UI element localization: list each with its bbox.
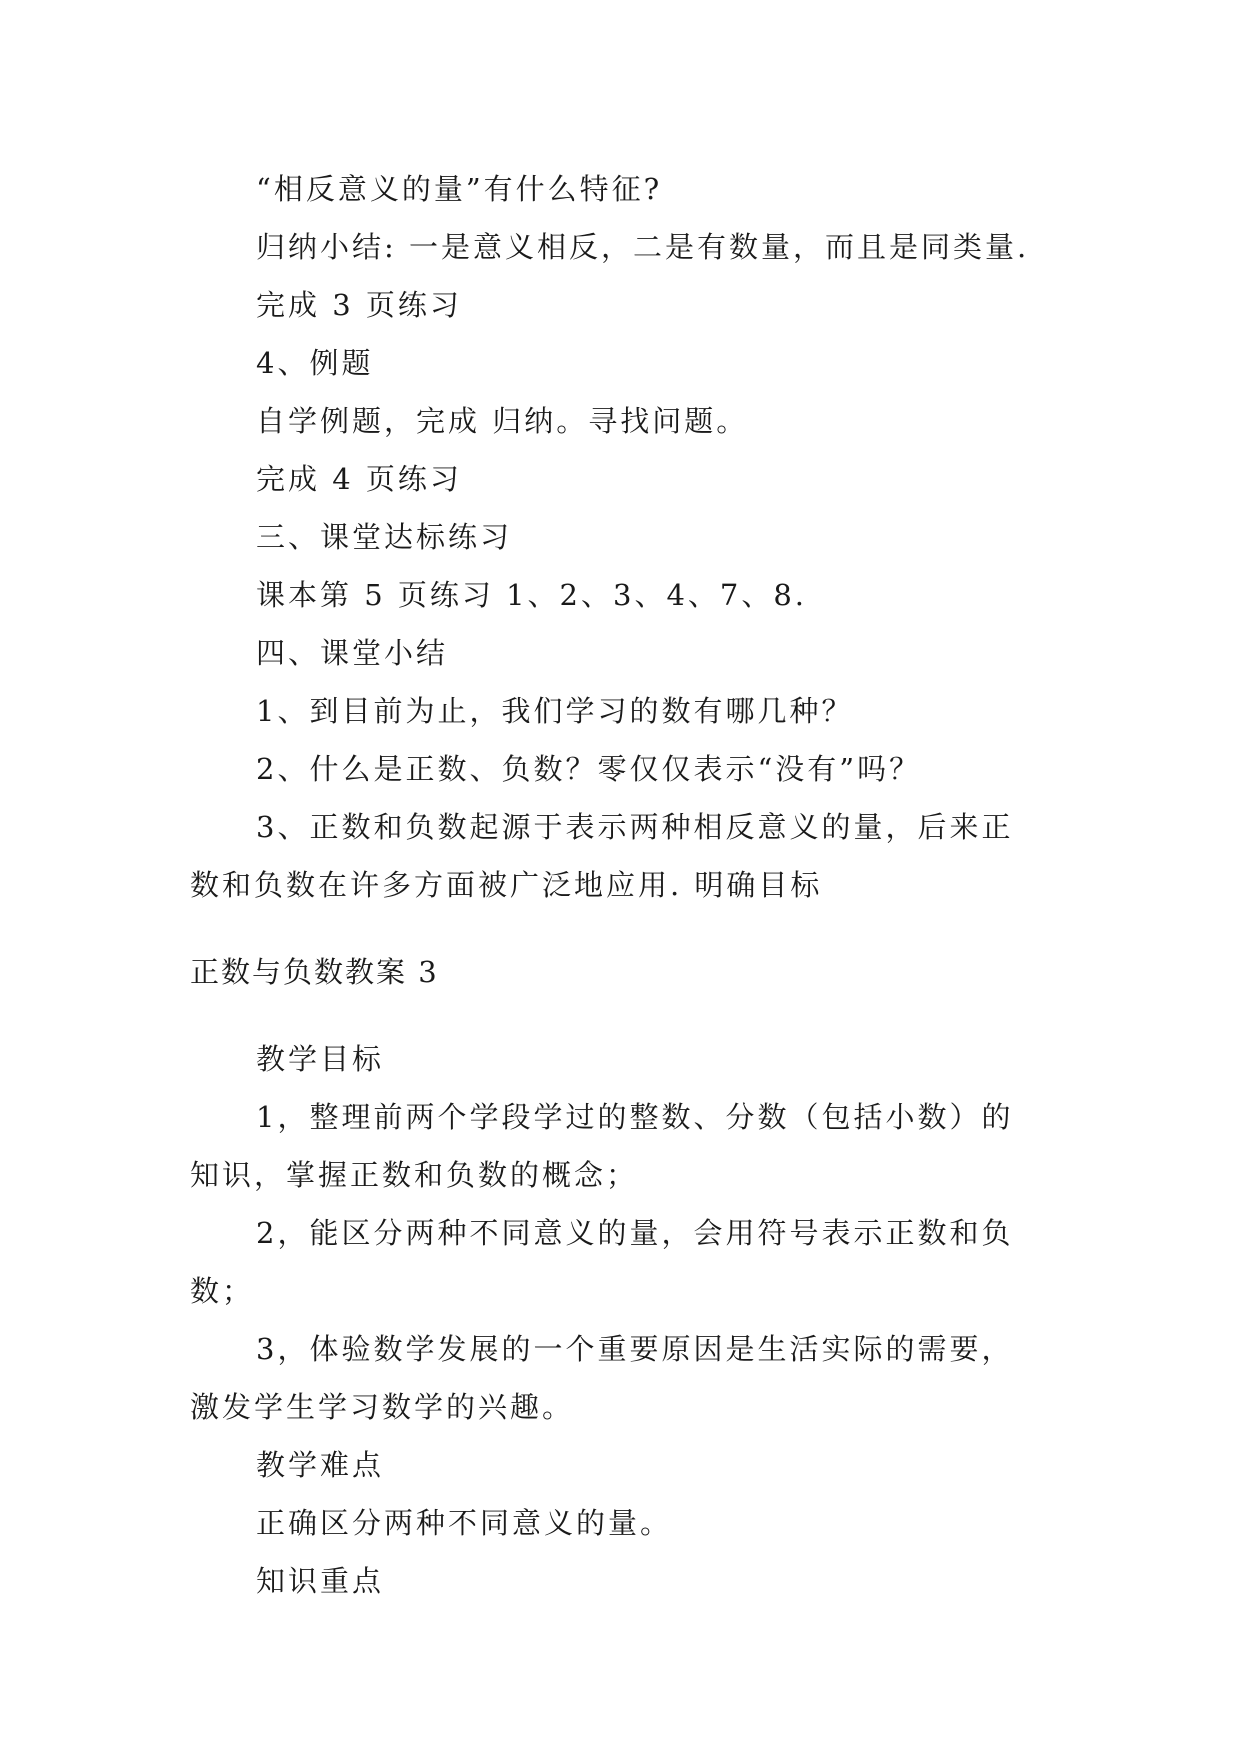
paragraph-question-feature: “相反意义的量”有什么特征? <box>256 172 663 206</box>
objective-3-line1: 3，体验数学发展的一个重要原因是生活实际的需要， <box>256 1332 1014 1366</box>
objective-1-line2: 知识，掌握正数和负数的概念； <box>190 1158 639 1192</box>
section-heading-objectives: 教学目标 <box>256 1042 385 1076</box>
objective-2-line2: 数； <box>190 1274 255 1308</box>
objective-2-line1: 2，能区分两种不同意义的量，会用符号表示正数和负 <box>256 1216 1014 1250</box>
paragraph-textbook-exercises: 课本第 5 页练习 1、2、3、4、7、8. <box>256 578 808 612</box>
paragraph-summary: 归纳小结: 一是意义相反，二是有数量，而且是同类量. <box>256 230 1030 264</box>
document-body <box>190 160 1070 1610</box>
summary-item-3-line1: 3、正数和负数起源于表示两种相反意义的量，后来正 <box>256 810 1014 844</box>
paragraph-difficulty: 正确区分两种不同意义的量。 <box>256 1506 673 1540</box>
section-heading-key-points: 知识重点 <box>256 1564 385 1598</box>
paragraph-self-study: 自学例题，完成 归纳。寻找问题。 <box>256 404 749 438</box>
summary-item-2: 2、什么是正数、负数？零仅仅表示“没有”吗？ <box>256 752 922 786</box>
objective-1-line1: 1，整理前两个学段学过的整数、分数（包括小数）的 <box>256 1100 1014 1134</box>
summary-item-1: 1、到目前为止，我们学习的数有哪几种？ <box>256 694 854 728</box>
paragraph-exercise-page4: 完成 4 页练习 <box>256 462 462 496</box>
paragraph-example-heading: 4、例题 <box>256 346 374 380</box>
section-heading-practice: 三、课堂达标练习 <box>256 520 513 554</box>
section-heading-summary: 四、课堂小结 <box>256 636 449 670</box>
section-heading-difficulty: 教学难点 <box>256 1448 385 1482</box>
lesson-plan-title: 正数与负数教案 3 <box>190 955 439 989</box>
paragraph-exercise-page3: 完成 3 页练习 <box>256 288 462 322</box>
summary-item-3-line2: 数和负数在许多方面被广泛地应用. 明确目标 <box>190 868 823 902</box>
objective-3-line2: 激发学生学习数学的兴趣。 <box>190 1390 575 1424</box>
